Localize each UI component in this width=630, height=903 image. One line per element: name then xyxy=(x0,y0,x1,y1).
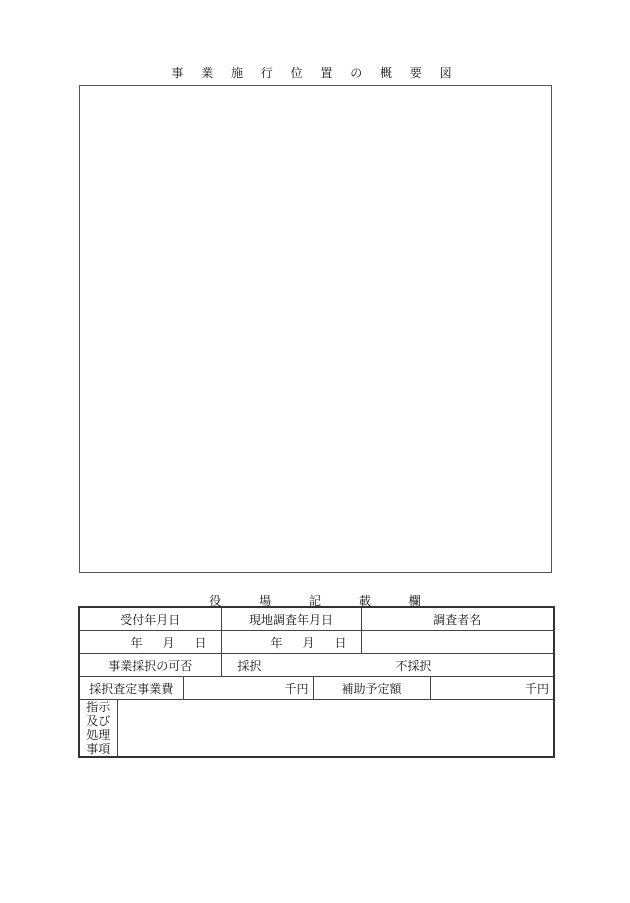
table-row xyxy=(79,631,554,654)
office-title-char: 場 xyxy=(259,594,272,608)
page-title: 事 業 施 行 位 置 の 概 要 図 xyxy=(171,66,459,80)
month-unit: 月 xyxy=(162,635,175,650)
received-date-field[interactable] xyxy=(79,631,221,654)
subsidy-field[interactable]: 千円 xyxy=(430,677,554,700)
day-unit: 日 xyxy=(334,635,347,650)
not-adopt-option[interactable]: 不採択 xyxy=(395,658,432,673)
assessed-cost-label: 採択査定事業費 xyxy=(79,677,183,700)
office-title-char: 役 xyxy=(209,594,222,608)
adoption-label: 事業採択の可否 xyxy=(79,654,221,677)
instructions-label-line: 事項 xyxy=(86,742,111,756)
instructions-field[interactable] xyxy=(117,700,554,758)
office-record-table xyxy=(78,606,555,758)
adoption-choice[interactable] xyxy=(221,654,554,677)
adopt-option[interactable]: 採択 xyxy=(237,658,262,673)
received-date-label: 受付年月日 xyxy=(79,607,221,631)
office-title-char: 欄 xyxy=(408,594,421,608)
surveyor-label: 調査者名 xyxy=(361,607,554,631)
table-row xyxy=(79,654,554,677)
year-unit: 年 xyxy=(130,635,143,650)
subsidy-label: 補助予定額 xyxy=(313,677,430,700)
survey-date-field[interactable] xyxy=(221,631,361,654)
office-title-char: 記 xyxy=(308,594,321,608)
survey-date-label: 現地調査年月日 xyxy=(221,607,361,631)
table-row xyxy=(79,677,554,700)
year-unit: 年 xyxy=(270,635,283,650)
assessed-cost-field[interactable]: 千円 xyxy=(183,677,313,700)
surveyor-field[interactable] xyxy=(361,631,554,654)
location-map-area xyxy=(79,85,552,573)
day-unit: 日 xyxy=(194,635,207,650)
office-title-char: 載 xyxy=(358,594,371,608)
table-row xyxy=(79,700,554,758)
instructions-label-line: 及び xyxy=(86,714,111,728)
instructions-label xyxy=(79,700,117,758)
instructions-label-line: 指示 xyxy=(86,700,111,714)
month-unit: 月 xyxy=(302,635,315,650)
table-row xyxy=(79,607,554,631)
instructions-label-line: 処理 xyxy=(86,728,111,742)
